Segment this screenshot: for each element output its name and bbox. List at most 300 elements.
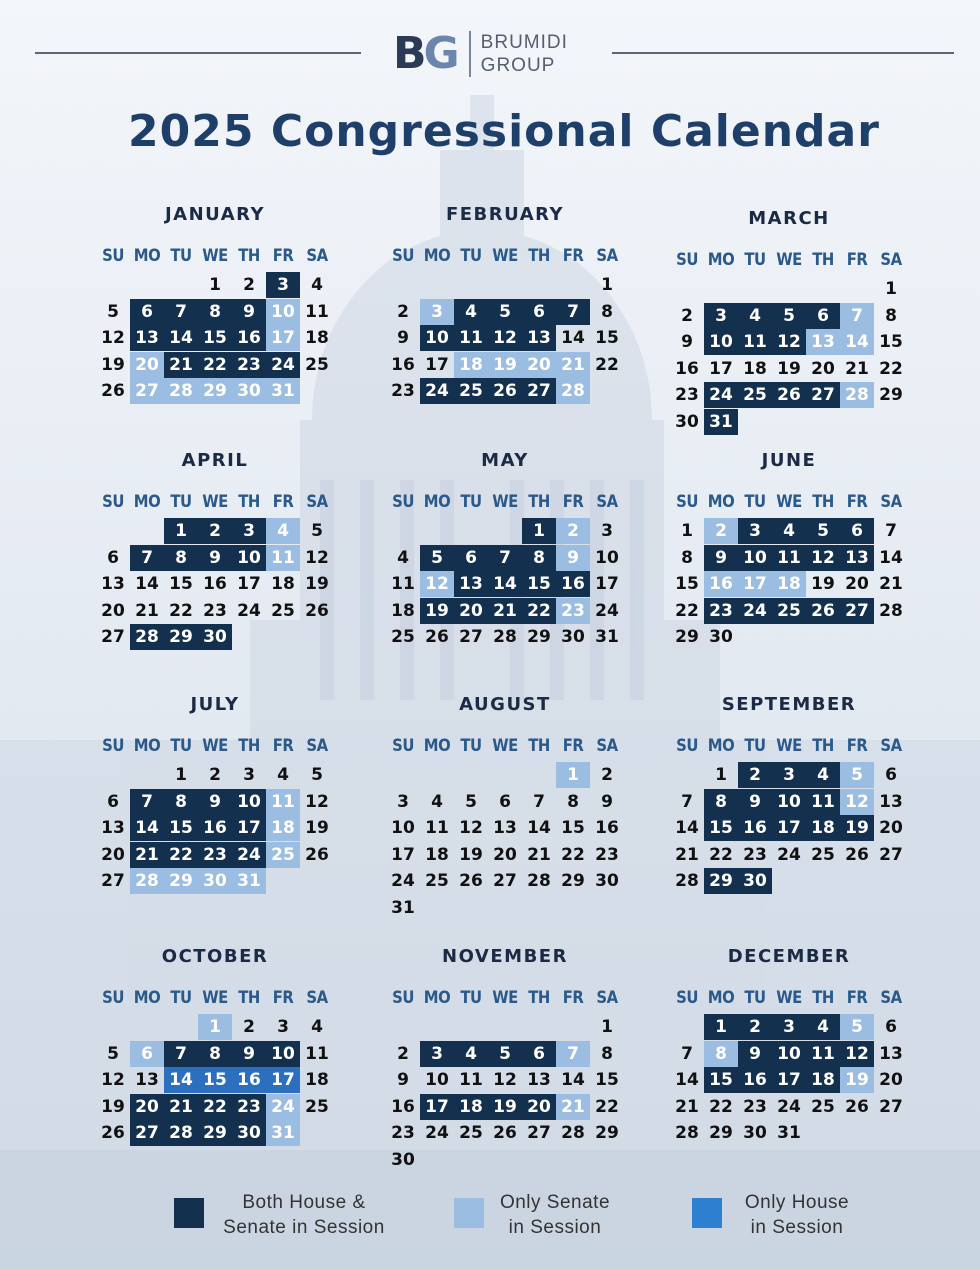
day-cell: 26	[101, 1123, 125, 1143]
month-name: OCTOBER	[161, 946, 269, 967]
day-cell: 24	[266, 352, 300, 378]
day-cell: 21	[675, 1096, 699, 1117]
day-cell: 30	[232, 1120, 266, 1146]
weekday-header: TH	[238, 492, 260, 511]
day-cell: 7	[488, 545, 522, 571]
day-cell: 24	[777, 844, 801, 865]
page-title: 2025 Congressional Calendar	[128, 106, 880, 157]
weekday-header: TH	[528, 492, 550, 511]
day-cell: 22	[879, 358, 903, 379]
day-cell: 25	[305, 354, 329, 375]
day-cell: 29	[595, 1123, 619, 1143]
day-cell: 9	[738, 1041, 772, 1067]
day-cell: 28	[556, 378, 590, 404]
day-cell: 28	[527, 871, 551, 891]
day-cell: 14	[675, 818, 699, 838]
day-cell: 15	[595, 328, 619, 348]
day-cell: 7	[164, 299, 198, 325]
day-cell: 21	[879, 574, 903, 594]
day-cell: 2	[556, 518, 590, 544]
day-cell: 27	[493, 871, 517, 891]
day-cell: 14	[561, 1070, 585, 1090]
day-cell: 7	[885, 521, 897, 541]
weekday-header: SA	[596, 988, 618, 1007]
weekday-header: TU	[744, 250, 766, 269]
day-cell: 20	[493, 844, 517, 865]
day-cell: 17	[420, 1094, 454, 1120]
weekday-header: MO	[423, 492, 451, 511]
day-cell: 19	[420, 598, 454, 624]
day-cell: 19	[840, 815, 874, 841]
weekday-header: FR	[562, 988, 584, 1007]
day-cell: 25	[811, 1096, 835, 1117]
day-cell: 5	[772, 303, 806, 329]
day-cell: 12	[305, 791, 329, 812]
day-cell: 17	[772, 815, 806, 841]
day-cell: 25	[738, 382, 772, 408]
day-cell: 7	[556, 1041, 590, 1067]
day-cell: 18	[266, 815, 300, 841]
day-cell: 12	[101, 328, 125, 348]
weekday-header: SA	[596, 492, 618, 511]
day-cell: 9	[738, 789, 772, 815]
day-cell: 7	[130, 789, 164, 815]
day-cell: 20	[454, 598, 488, 624]
day-cell: 17	[237, 574, 261, 594]
day-cell: 11	[266, 789, 300, 815]
weekday-header: SA	[880, 988, 902, 1007]
day-cell: 17	[772, 1067, 806, 1093]
day-cell: 14	[561, 328, 585, 348]
day-cell: 5	[107, 1043, 119, 1064]
weekday-header: TU	[460, 736, 482, 755]
weekday-header: MO	[133, 492, 161, 511]
day-cell: 1	[209, 275, 221, 295]
weekday-header: SU	[392, 736, 414, 755]
day-cell: 20	[879, 818, 903, 838]
day-cell: 3	[601, 521, 613, 541]
day-cell: 11	[738, 329, 772, 355]
weekday-header: FR	[846, 250, 868, 269]
month-name: MARCH	[748, 208, 830, 229]
weekday-header: SU	[102, 492, 124, 511]
weekday-header: MO	[133, 736, 161, 755]
day-cell: 6	[454, 545, 488, 571]
day-cell: 31	[704, 409, 738, 435]
header-rule-left	[35, 52, 361, 54]
day-cell: 2	[738, 762, 772, 788]
weekday-header: SU	[102, 246, 124, 265]
day-cell: 11	[305, 301, 329, 322]
day-cell: 16	[198, 815, 232, 841]
day-cell: 23	[232, 1094, 266, 1120]
day-cell: 8	[522, 545, 556, 571]
weekday-header: WE	[776, 988, 802, 1007]
day-cell: 8	[198, 299, 232, 325]
day-cell: 15	[675, 574, 699, 594]
day-cell: 14	[130, 815, 164, 841]
weekday-header: SA	[596, 736, 618, 755]
day-cell: 17	[391, 844, 415, 865]
day-cell: 18	[391, 600, 415, 621]
day-cell: 26	[305, 844, 329, 865]
day-cell: 21	[845, 358, 869, 379]
day-cell: 25	[459, 1123, 483, 1143]
day-cell: 29	[561, 871, 585, 891]
day-cell: 3	[277, 1017, 289, 1037]
day-cell: 27	[130, 1120, 164, 1146]
day-cell: 24	[391, 871, 415, 891]
weekday-header: TU	[170, 736, 192, 755]
day-cell: 4	[738, 303, 772, 329]
day-cell: 15	[704, 815, 738, 841]
day-cell: 10	[266, 299, 300, 325]
day-cell: 6	[499, 791, 511, 812]
weekday-header: WE	[492, 492, 518, 511]
day-cell: 16	[675, 358, 699, 379]
day-cell: 8	[885, 305, 897, 326]
day-cell: 10	[738, 545, 772, 571]
day-cell: 17	[709, 358, 733, 379]
day-cell: 12	[420, 571, 454, 597]
day-cell: 23	[704, 598, 738, 624]
legend-swatch-senate	[454, 1198, 484, 1228]
weekday-header: FR	[562, 246, 584, 265]
day-cell: 12	[101, 1070, 125, 1090]
day-cell: 25	[772, 598, 806, 624]
day-cell: 29	[527, 627, 551, 647]
day-cell: 9	[397, 328, 409, 348]
day-cell: 5	[840, 1014, 874, 1040]
day-cell: 3	[397, 791, 409, 812]
day-cell: 19	[488, 352, 522, 378]
day-cell: 13	[527, 1070, 551, 1090]
day-cell: 9	[232, 299, 266, 325]
day-cell: 22	[709, 844, 733, 865]
day-cell: 2	[681, 305, 693, 326]
day-cell: 31	[266, 378, 300, 404]
day-cell: 31	[266, 1120, 300, 1146]
day-cell: 28	[675, 1123, 699, 1143]
month-name: SEPTEMBER	[721, 694, 857, 715]
weekday-header: SU	[676, 492, 698, 511]
day-cell: 31	[595, 627, 619, 647]
day-cell: 1	[556, 762, 590, 788]
day-cell: 27	[527, 1123, 551, 1143]
day-cell: 6	[806, 303, 840, 329]
day-cell: 3	[232, 518, 266, 544]
day-cell: 29	[709, 1123, 733, 1143]
day-cell: 10	[772, 789, 806, 815]
day-cell: 18	[305, 328, 329, 348]
day-cell: 9	[198, 545, 232, 571]
day-cell: 7	[681, 1043, 693, 1064]
day-cell: 28	[130, 868, 164, 894]
day-cell: 8	[164, 545, 198, 571]
day-cell: 29	[198, 378, 232, 404]
weekday-header: TU	[460, 246, 482, 265]
logo-line-2: GROUP	[480, 55, 556, 76]
weekday-header: WE	[492, 246, 518, 265]
day-cell: 9	[601, 791, 613, 812]
day-cell: 7	[681, 791, 693, 812]
weekday-header: TU	[460, 492, 482, 511]
day-cell: 4	[277, 765, 289, 785]
day-cell: 14	[879, 547, 903, 568]
weekday-header: FR	[846, 988, 868, 1007]
day-cell: 28	[164, 378, 198, 404]
day-cell: 27	[522, 378, 556, 404]
day-cell: 21	[556, 352, 590, 378]
day-cell: 28	[164, 1120, 198, 1146]
weekday-header: FR	[846, 492, 868, 511]
day-cell: 13	[130, 325, 164, 351]
day-cell: 10	[704, 329, 738, 355]
weekday-header: TH	[528, 988, 550, 1007]
day-cell: 2	[209, 765, 221, 785]
weekday-header: MO	[133, 988, 161, 1007]
day-cell: 23	[232, 352, 266, 378]
day-cell: 4	[311, 1017, 323, 1037]
day-cell: 22	[561, 844, 585, 865]
day-cell: 8	[601, 1043, 613, 1064]
day-cell: 23	[391, 1123, 415, 1143]
legend-swatch-house	[692, 1198, 722, 1228]
day-cell: 24	[232, 842, 266, 868]
day-cell: 29	[198, 1120, 232, 1146]
day-cell: 25	[454, 378, 488, 404]
day-cell: 22	[709, 1096, 733, 1117]
day-cell: 27	[459, 627, 483, 647]
weekday-header: FR	[272, 988, 294, 1007]
day-cell: 28	[879, 600, 903, 621]
day-cell: 15	[198, 325, 232, 351]
weekday-header: TH	[812, 250, 834, 269]
day-cell: 26	[488, 378, 522, 404]
day-cell: 13	[522, 325, 556, 351]
day-cell: 12	[488, 325, 522, 351]
day-cell: 10	[425, 1070, 449, 1090]
day-cell: 23	[203, 600, 227, 621]
day-cell: 18	[454, 352, 488, 378]
brumidi-group-logo	[393, 30, 568, 78]
day-cell: 16	[738, 1067, 772, 1093]
day-cell: 28	[840, 382, 874, 408]
day-cell: 8	[704, 1041, 738, 1067]
day-cell: 2	[397, 1043, 409, 1064]
day-cell: 18	[305, 1070, 329, 1090]
month-name: JULY	[190, 694, 240, 715]
day-cell: 24	[738, 598, 772, 624]
day-cell: 2	[738, 1014, 772, 1040]
day-cell: 13	[879, 791, 903, 812]
day-cell: 2	[397, 301, 409, 322]
day-cell: 12	[806, 545, 840, 571]
weekday-header: WE	[202, 246, 228, 265]
day-cell: 18	[806, 1067, 840, 1093]
day-cell: 6	[130, 299, 164, 325]
weekday-header: TH	[812, 988, 834, 1007]
weekday-header: WE	[776, 250, 802, 269]
day-cell: 15	[561, 818, 585, 838]
day-cell: 26	[493, 1123, 517, 1143]
weekday-header: MO	[423, 246, 451, 265]
day-cell: 26	[459, 871, 483, 891]
day-cell: 4	[772, 518, 806, 544]
day-cell: 7	[840, 303, 874, 329]
day-cell: 2	[601, 765, 613, 785]
day-cell: 18	[806, 815, 840, 841]
day-cell: 8	[704, 789, 738, 815]
month-name: FEBRUARY	[445, 204, 565, 225]
month-name: APRIL	[181, 450, 249, 471]
day-cell: 22	[198, 1094, 232, 1120]
day-cell: 5	[465, 791, 477, 812]
day-cell: 24	[420, 378, 454, 404]
legend-label-house: Only House in Session	[744, 1192, 850, 1238]
day-cell: 16	[391, 354, 415, 375]
day-cell: 17	[266, 1067, 300, 1093]
day-cell: 21	[164, 352, 198, 378]
day-cell: 24	[777, 1096, 801, 1117]
day-cell: 30	[561, 627, 585, 647]
day-cell: 7	[130, 545, 164, 571]
weekday-header: WE	[776, 492, 802, 511]
day-cell: 7	[164, 1041, 198, 1067]
weekday-header: MO	[423, 736, 451, 755]
day-cell: 6	[840, 518, 874, 544]
day-cell: 21	[556, 1094, 590, 1120]
weekday-header: TH	[812, 736, 834, 755]
day-cell: 4	[806, 762, 840, 788]
legend-swatch-both	[174, 1198, 204, 1228]
day-cell: 29	[164, 624, 198, 650]
day-cell: 26	[806, 598, 840, 624]
day-cell: 13	[101, 574, 125, 594]
day-cell: 24	[266, 1094, 300, 1120]
day-cell: 11	[391, 574, 415, 594]
weekday-header: SU	[392, 492, 414, 511]
weekday-header: TH	[528, 736, 550, 755]
day-cell: 25	[266, 842, 300, 868]
day-cell: 8	[198, 1041, 232, 1067]
day-cell: 12	[493, 1070, 517, 1090]
day-cell: 20	[130, 1094, 164, 1120]
day-cell: 29	[879, 385, 903, 405]
weekday-header: MO	[707, 736, 735, 755]
day-cell: 15	[198, 1067, 232, 1093]
day-cell: 21	[130, 842, 164, 868]
day-cell: 15	[522, 571, 556, 597]
day-cell: 11	[266, 545, 300, 571]
day-cell: 1	[885, 279, 897, 299]
day-cell: 22	[169, 600, 193, 621]
day-cell: 20	[879, 1070, 903, 1090]
logo-line-1: BRUMIDI	[480, 32, 568, 53]
day-cell: 16	[203, 574, 227, 594]
day-cell: 16	[704, 571, 738, 597]
day-cell: 6	[107, 791, 119, 812]
day-cell: 24	[425, 1123, 449, 1143]
day-cell: 8	[601, 301, 613, 322]
day-cell: 16	[232, 325, 266, 351]
weekday-header: SU	[676, 736, 698, 755]
day-cell: 9	[556, 545, 590, 571]
day-cell: 14	[488, 571, 522, 597]
day-cell: 23	[743, 1096, 767, 1117]
day-cell: 17	[232, 815, 266, 841]
day-cell: 11	[454, 325, 488, 351]
day-cell: 17	[266, 325, 300, 351]
day-cell: 26	[425, 627, 449, 647]
day-cell: 27	[101, 871, 125, 891]
day-cell: 8	[164, 789, 198, 815]
weekday-header: TH	[812, 492, 834, 511]
day-cell: 10	[232, 545, 266, 571]
day-cell: 13	[135, 1070, 159, 1090]
day-cell: 18	[772, 571, 806, 597]
day-cell: 22	[595, 354, 619, 375]
day-cell: 20	[811, 358, 835, 379]
weekday-header: FR	[846, 736, 868, 755]
legend-label-senate: Only Senate in Session	[499, 1192, 611, 1238]
day-cell: 22	[675, 600, 699, 621]
logo-wordmark	[481, 31, 568, 77]
day-cell: 14	[675, 1070, 699, 1090]
day-cell: 1	[601, 1017, 613, 1037]
weekday-header: MO	[707, 988, 735, 1007]
day-cell: 30	[743, 1123, 767, 1143]
day-cell: 25	[271, 600, 295, 621]
weekday-header: WE	[202, 988, 228, 1007]
day-cell: 6	[107, 547, 119, 568]
weekday-header: SU	[676, 250, 698, 269]
day-cell: 12	[772, 329, 806, 355]
day-cell: 19	[305, 574, 329, 594]
weekday-header: WE	[202, 736, 228, 755]
day-cell: 9	[232, 1041, 266, 1067]
legend-label-both: Both House & Senate in Session	[223, 1192, 385, 1238]
day-cell: 20	[845, 574, 869, 594]
day-cell: 11	[806, 789, 840, 815]
weekday-header: TU	[170, 246, 192, 265]
day-cell: 12	[305, 547, 329, 568]
weekday-header: TH	[238, 988, 260, 1007]
day-cell: 6	[130, 1041, 164, 1067]
day-cell: 10	[266, 1041, 300, 1067]
day-cell: 11	[772, 545, 806, 571]
day-cell: 24	[704, 382, 738, 408]
day-cell: 7	[533, 791, 545, 812]
day-cell: 23	[675, 385, 699, 405]
weekday-header: TU	[744, 736, 766, 755]
day-cell: 3	[772, 762, 806, 788]
header	[0, 0, 980, 100]
day-cell: 19	[305, 818, 329, 838]
day-cell: 28	[130, 624, 164, 650]
weekday-header: WE	[776, 736, 802, 755]
day-cell: 24	[237, 600, 261, 621]
day-cell: 21	[527, 844, 551, 865]
day-cell: 30	[232, 378, 266, 404]
day-cell: 30	[198, 868, 232, 894]
day-cell: 12	[459, 818, 483, 838]
day-cell: 23	[391, 381, 415, 401]
day-cell: 15	[164, 815, 198, 841]
day-cell: 31	[232, 868, 266, 894]
day-cell: 28	[675, 871, 699, 891]
day-cell: 27	[806, 382, 840, 408]
